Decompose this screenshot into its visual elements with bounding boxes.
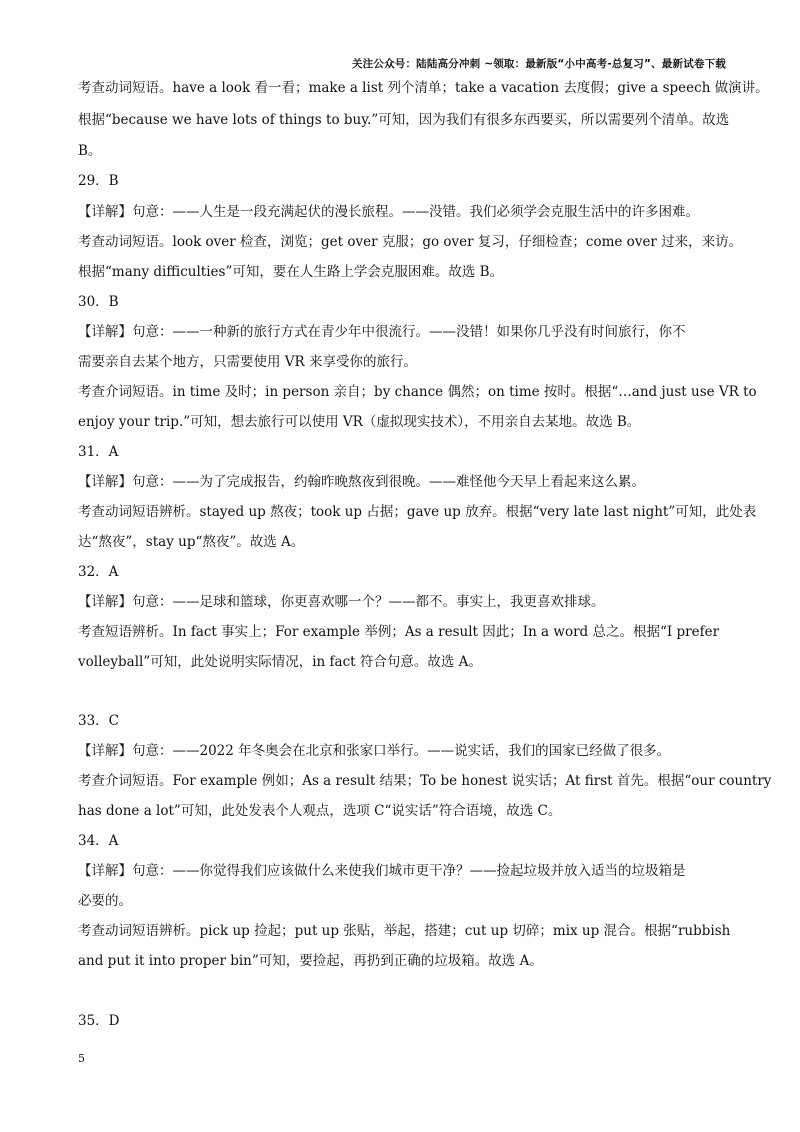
question-number: 31．A: [78, 444, 119, 460]
page-number: 5: [78, 1052, 85, 1065]
text-line: 【详解】句意：——一种新的旅行方式在青少年中很流行。——没错！如果你几乎没有时间旅行，你不: [78, 324, 686, 340]
question-number: 29．B: [78, 173, 119, 189]
text-line: volleyball”可知，此处说明实际情况，in fact 符合句意。故选 A。: [78, 654, 482, 670]
text-line: 考查动词短语辨析。stayed up 熬夜；took up 占据；gave up 放弃。根据“very late last night”可知，此处表: [78, 504, 757, 520]
text-line: 【详解】句意：——人生是一段充满起伏的漫长旅程。——没错。我们必须学会克服生活中的许多困难。: [78, 204, 699, 220]
text-line: 考查动词短语辨析。pick up 捡起；put up 张贴，举起，搭建；cut up 切碎；mix up 混合。根据“rubbish: [78, 923, 731, 939]
question-number: 35．D: [78, 1013, 120, 1029]
question-number: 32．A: [78, 564, 119, 580]
text-line: enjoy your trip.”可知，想去旅行可以使用 VR（虚拟现实技术），不用亲自去某地。故选 B。: [78, 414, 641, 430]
question-number: 33．C: [78, 713, 120, 729]
header-promo: 关注公众号：陆陆高分冲刺 ~领取：最新版“小中高考-总复习”、最新试卷下载: [351, 58, 726, 70]
text-line: 考查介词短语。For example 例如；As a result 结果；To be honest 说实话；At first 首先。根据“our country: [78, 773, 772, 789]
text-line: 根据“because we have lots of things to buy.”可知，因为我们有很多东西要买，所以需要列个清单。故选: [78, 112, 730, 128]
question-number: 30．B: [78, 294, 119, 310]
text-line: 需要亲自去某个地方，只需要使用 VR 来享受你的旅行。: [78, 354, 417, 370]
text-line: 【详解】句意：——为了完成报告，约翰昨晚熬夜到很晚。——难怪他今天早上看起来这么累。: [78, 474, 645, 490]
text-line: 必要的。: [78, 893, 132, 909]
text-line: 考查介词短语。in time 及时；in person 亲自；by chance 偶然；on time 按时。根据“…and just use VR to: [78, 384, 757, 400]
question-number: 34．A: [78, 833, 119, 849]
text-line: 【详解】句意：——2022 年冬奥会在北京和张家口举行。——说实话，我们的国家已经做了很多。: [78, 743, 671, 759]
text-line: 【详解】句意：——你觉得我们应该做什么来使我们城市更干净？——捡起垃圾并放入适当的垃圾箱是: [78, 863, 686, 879]
text-line: 根据“many difficulties”可知，要在人生路上学会克服困难。故选 B。: [78, 264, 504, 280]
text-line: 考查短语辨析。In fact 事实上；For example 举例；As a result 因此；In a word 总之。根据“I prefer: [78, 624, 720, 640]
text-line: 考查动词短语。look over 检查，浏览；get over 克服；go over 复习，仔细检查；come over 过来，来访。: [78, 234, 743, 250]
text-line: B。: [78, 143, 102, 159]
text-line: 【详解】句意：——足球和篮球，你更喜欢哪一个？——都不。事实上，我更喜欢排球。: [78, 594, 605, 610]
text-line: 达“熬夜”，stay up“熬夜”。故选 A。: [78, 534, 305, 550]
text-line: and put it into proper bin”可知，要捡起，再扔到正确的垃圾箱。故选 A。: [78, 953, 543, 969]
text-line: 考查动词短语。have a look 看一看；make a list 列个清单；take a vacation 去度假；give a speech 做演讲。: [78, 80, 769, 96]
text-line: has done a lot”可知，此处发表个人观点，选项 C“说实话”符合语境，故选 C。: [78, 803, 562, 819]
